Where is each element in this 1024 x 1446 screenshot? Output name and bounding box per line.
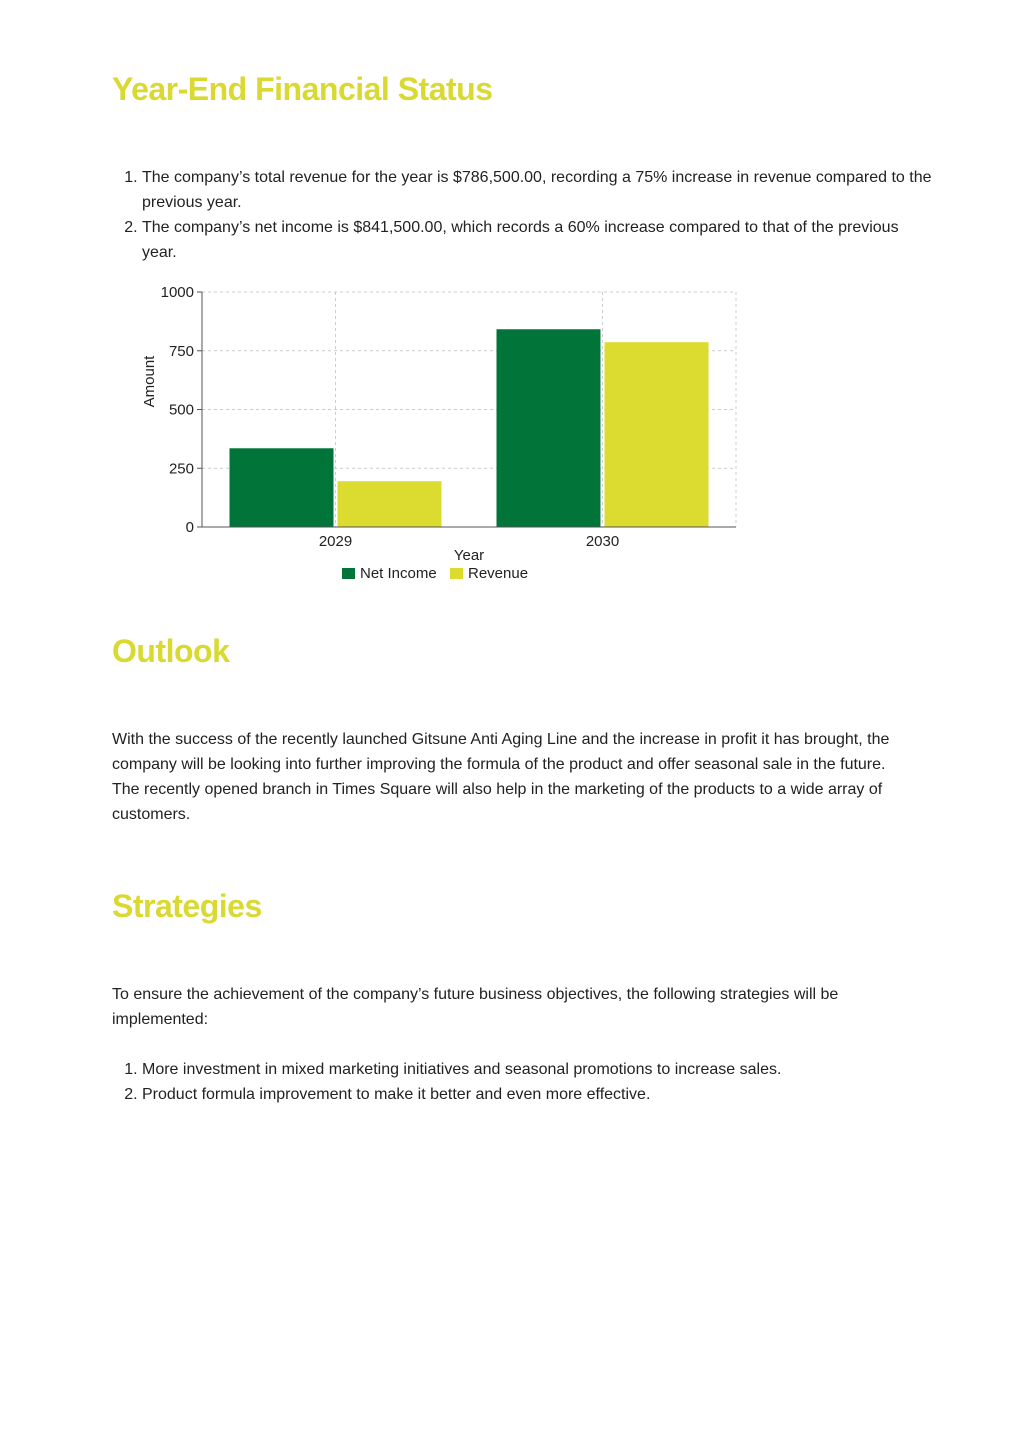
list-item: 2. Product formula improvement to make it better and even more effective. — [142, 1082, 932, 1107]
bar-revenue-2029 — [338, 481, 442, 527]
list-item: 2. The company’s net income is $841,500.00, which records a 60% increase compared to that of the previous year. — [142, 215, 932, 265]
section-title-strategies: Strategies — [112, 888, 262, 924]
y-tick-label: 1000 — [160, 284, 194, 301]
section-title-financial-status: Year-End Financial Status — [112, 71, 493, 107]
section-title-outlook: Outlook — [112, 633, 230, 669]
bar-revenue-2030 — [605, 342, 709, 527]
strategies-intro: To ensure the achievement of the company’s future business objectives, the following strategies will be implemented: — [112, 986, 839, 1028]
legend-swatch-net-income — [342, 568, 355, 579]
x-axis-title: Year — [453, 547, 485, 564]
strategies-list — [112, 1057, 932, 1107]
legend-swatch-revenue — [450, 568, 463, 579]
list-item: 1. The company’s total revenue for the year is $786,500.00, recording a 75% increase in revenue compared to the previous year. — [142, 165, 932, 215]
outlook-paragraph: With the success of the recently launched Gitsune Anti Aging Line and the increase in profit it has brought, the company will be looking into further improving the formula of the product and offer seasonal sale in the future. The recently opened branch in Times Square will also help in the marketing of the products to a wide array of customers. — [112, 731, 890, 823]
y-tick-label: 0 — [185, 519, 194, 536]
y-tick-label: 750 — [168, 342, 194, 360]
y-tick-label: 500 — [168, 401, 194, 419]
bar-net-income-2029 — [230, 448, 334, 527]
y-axis-title: Amount — [141, 355, 158, 408]
financial-status-list — [112, 165, 932, 265]
legend-label-revenue: Revenue — [468, 565, 529, 582]
bar-net-income-2030 — [497, 329, 601, 527]
x-tick-label: 2029 — [318, 533, 353, 550]
financial-bar-chart — [130, 282, 750, 588]
list-item: 1. More investment in mixed marketing initiatives and seasonal promotions to increase sales. — [142, 1057, 932, 1082]
x-tick-label: 2030 — [585, 533, 620, 550]
y-tick-label: 250 — [168, 460, 194, 478]
legend-label-net-income: Net Income — [360, 565, 437, 582]
